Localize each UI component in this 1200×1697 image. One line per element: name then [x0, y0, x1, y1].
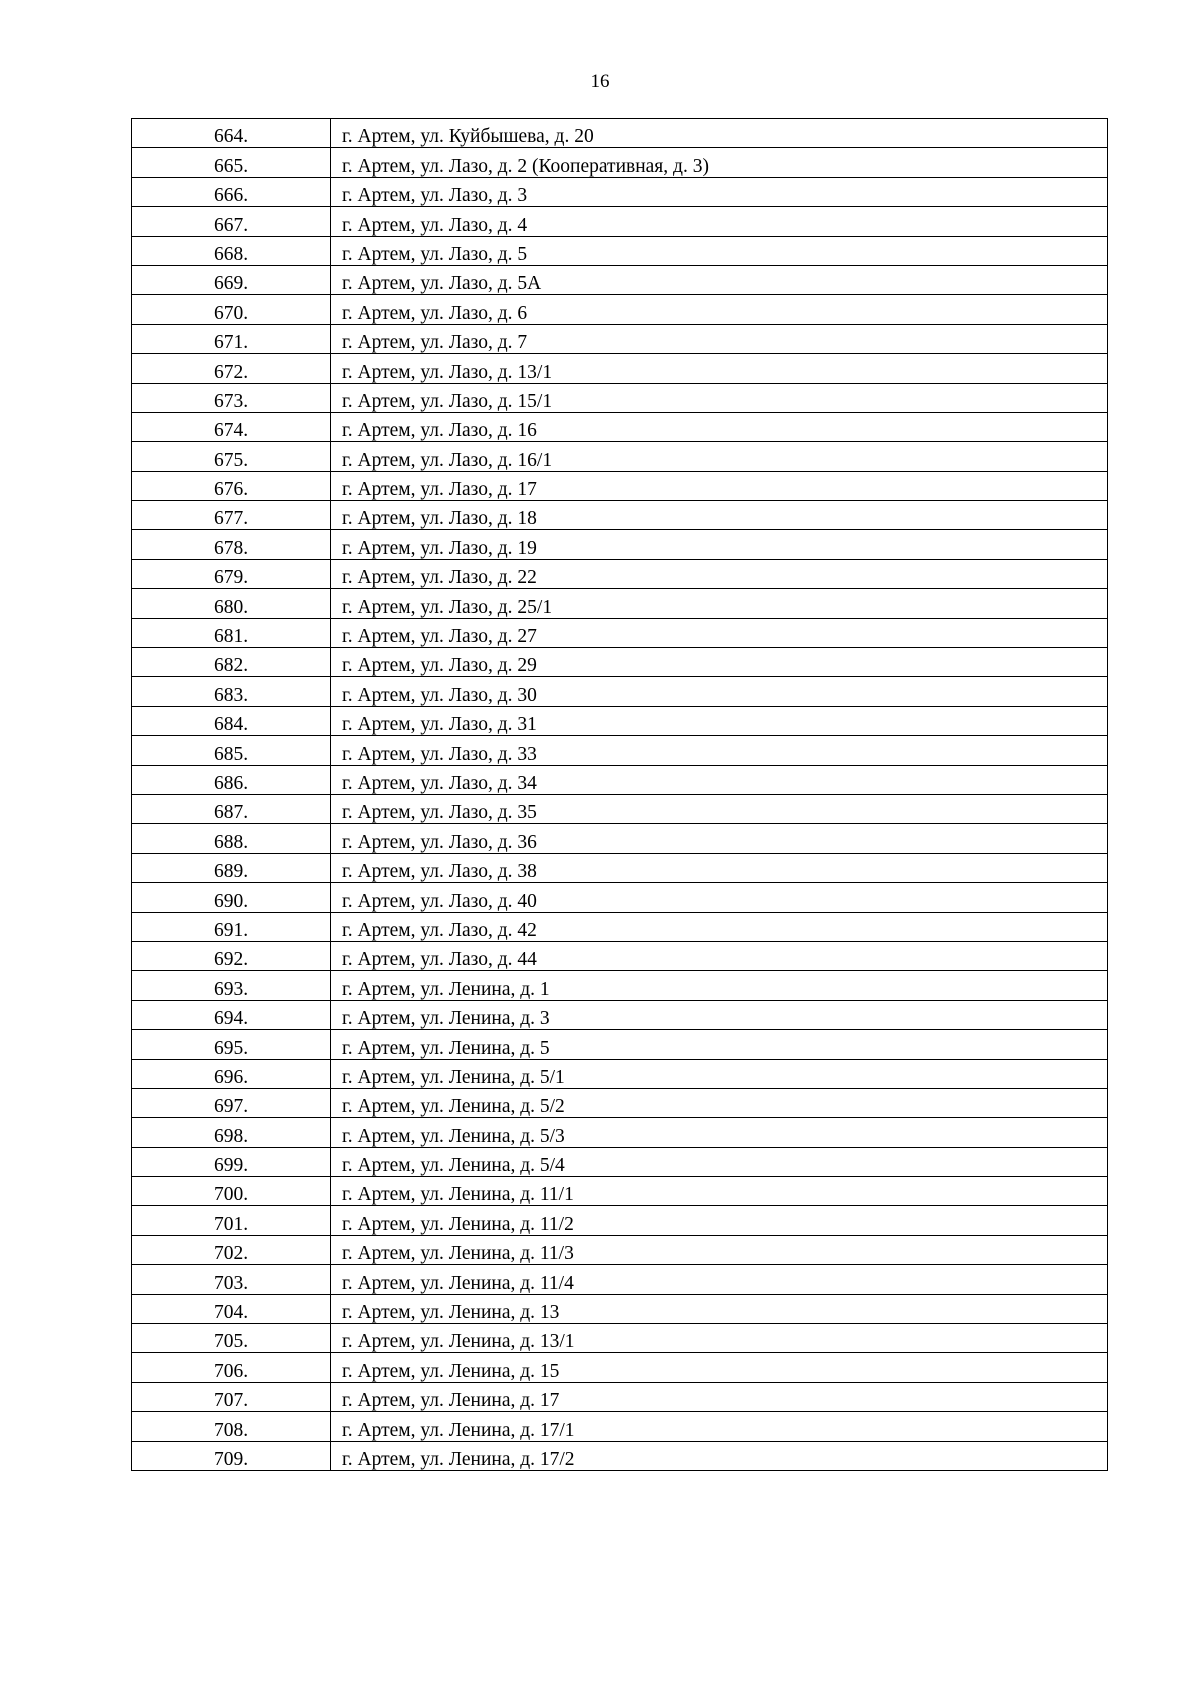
row-number-cell: 675. [132, 442, 331, 471]
table-row [132, 1324, 1108, 1353]
row-number-cell: 699. [132, 1147, 331, 1176]
address-cell: г. Артем, ул. Лазо, д. 22 [331, 559, 1108, 588]
address-cell: г. Артем, ул. Лазо, д. 34 [331, 765, 1108, 794]
row-number-cell: 673. [132, 383, 331, 412]
table-row [132, 1059, 1108, 1088]
address-cell: г. Артем, ул. Лазо, д. 15/1 [331, 383, 1108, 412]
table-row [132, 236, 1108, 265]
row-number-cell: 693. [132, 971, 331, 1000]
address-cell: г. Артем, ул. Лазо, д. 27 [331, 618, 1108, 647]
row-number-cell: 689. [132, 853, 331, 882]
address-cell: г. Артем, ул. Лазо, д. 2 (Кооперативная, д. 3) [331, 148, 1108, 177]
row-number-cell: 704. [132, 1294, 331, 1323]
row-number-cell: 687. [132, 794, 331, 823]
table-row [132, 530, 1108, 559]
row-number-cell: 694. [132, 1000, 331, 1029]
table-row [132, 971, 1108, 1000]
address-cell: г. Артем, ул. Лазо, д. 31 [331, 706, 1108, 735]
address-cell: г. Артем, ул. Ленина, д. 3 [331, 1000, 1108, 1029]
address-cell: г. Артем, ул. Лазо, д. 42 [331, 912, 1108, 941]
address-cell: г. Артем, ул. Лазо, д. 19 [331, 530, 1108, 559]
page-number: 16 [590, 71, 610, 92]
row-number-cell: 682. [132, 648, 331, 677]
address-cell: г. Артем, ул. Лазо, д. 44 [331, 941, 1108, 970]
row-number-cell: 691. [132, 912, 331, 941]
table-row [132, 1030, 1108, 1059]
table-row [132, 324, 1108, 353]
row-number-cell: 671. [132, 324, 331, 353]
table-row [132, 1412, 1108, 1441]
row-number-cell: 680. [132, 589, 331, 618]
row-number-cell: 690. [132, 883, 331, 912]
table-row [132, 765, 1108, 794]
table-row [132, 824, 1108, 853]
address-cell: г. Артем, ул. Лазо, д. 5А [331, 265, 1108, 294]
table-row [132, 1441, 1108, 1470]
row-number-cell: 665. [132, 148, 331, 177]
row-number-cell: 666. [132, 177, 331, 206]
row-number-cell: 678. [132, 530, 331, 559]
address-cell: г. Артем, ул. Ленина, д. 13/1 [331, 1324, 1108, 1353]
table-row [132, 354, 1108, 383]
row-number-cell: 684. [132, 706, 331, 735]
row-number-cell: 696. [132, 1059, 331, 1088]
table-row [132, 1177, 1108, 1206]
address-cell: г. Артем, ул. Ленина, д. 17 [331, 1382, 1108, 1411]
row-number-cell: 706. [132, 1353, 331, 1382]
address-cell: г. Артем, ул. Ленина, д. 11/4 [331, 1265, 1108, 1294]
table-row [132, 442, 1108, 471]
table-row [132, 148, 1108, 177]
row-number-cell: 702. [132, 1235, 331, 1264]
address-cell: г. Артем, ул. Ленина, д. 11/2 [331, 1206, 1108, 1235]
address-cell: г. Артем, ул. Ленина, д. 5/2 [331, 1088, 1108, 1117]
address-cell: г. Артем, ул. Ленина, д. 13 [331, 1294, 1108, 1323]
table-row [132, 1118, 1108, 1147]
row-number-cell: 668. [132, 236, 331, 265]
table-row [132, 119, 1108, 148]
table-row [132, 648, 1108, 677]
row-number-cell: 664. [132, 119, 331, 148]
row-number-cell: 685. [132, 736, 331, 765]
address-cell: г. Артем, ул. Ленина, д. 15 [331, 1353, 1108, 1382]
table-row [132, 1088, 1108, 1117]
table-row [132, 677, 1108, 706]
table-row [132, 883, 1108, 912]
row-number-cell: 681. [132, 618, 331, 647]
row-number-cell: 667. [132, 207, 331, 236]
table-row [132, 853, 1108, 882]
row-number-cell: 695. [132, 1030, 331, 1059]
row-number-cell: 672. [132, 354, 331, 383]
table-row [132, 1206, 1108, 1235]
table-row [132, 736, 1108, 765]
address-cell: г. Артем, ул. Лазо, д. 40 [331, 883, 1108, 912]
row-number-cell: 670. [132, 295, 331, 324]
row-number-cell: 703. [132, 1265, 331, 1294]
address-cell: г. Артем, ул. Лазо, д. 6 [331, 295, 1108, 324]
address-cell: г. Артем, ул. Лазо, д. 16/1 [331, 442, 1108, 471]
address-cell: г. Артем, ул. Лазо, д. 17 [331, 471, 1108, 500]
address-cell: г. Артем, ул. Лазо, д. 16 [331, 412, 1108, 441]
row-number-cell: 708. [132, 1412, 331, 1441]
row-number-cell: 679. [132, 559, 331, 588]
address-cell: г. Артем, ул. Лазо, д. 3 [331, 177, 1108, 206]
table-row [132, 618, 1108, 647]
row-number-cell: 705. [132, 1324, 331, 1353]
address-cell: г. Артем, ул. Ленина, д. 11/3 [331, 1235, 1108, 1264]
address-cell: г. Артем, ул. Ленина, д. 17/2 [331, 1441, 1108, 1470]
row-number-cell: 707. [132, 1382, 331, 1411]
address-cell: г. Артем, ул. Лазо, д. 4 [331, 207, 1108, 236]
table-row [132, 295, 1108, 324]
table-row [132, 207, 1108, 236]
table-row [132, 1265, 1108, 1294]
table-row [132, 1235, 1108, 1264]
table-row [132, 1294, 1108, 1323]
address-cell: г. Артем, ул. Лазо, д. 30 [331, 677, 1108, 706]
row-number-cell: 676. [132, 471, 331, 500]
address-cell: г. Артем, ул. Лазо, д. 13/1 [331, 354, 1108, 383]
row-number-cell: 674. [132, 412, 331, 441]
row-number-cell: 688. [132, 824, 331, 853]
table-row [132, 501, 1108, 530]
table-row [132, 471, 1108, 500]
table-row [132, 559, 1108, 588]
table-row [132, 1353, 1108, 1382]
table-row [132, 412, 1108, 441]
table-row [132, 383, 1108, 412]
table-row [132, 589, 1108, 618]
table-row [132, 794, 1108, 823]
address-cell: г. Артем, ул. Лазо, д. 29 [331, 648, 1108, 677]
row-number-cell: 669. [132, 265, 331, 294]
address-cell: г. Артем, ул. Ленина, д. 5/1 [331, 1059, 1108, 1088]
address-cell: г. Артем, ул. Лазо, д. 36 [331, 824, 1108, 853]
table-row [132, 1147, 1108, 1176]
table-row [132, 177, 1108, 206]
address-cell: г. Артем, ул. Лазо, д. 25/1 [331, 589, 1108, 618]
table-row [132, 265, 1108, 294]
address-table [131, 118, 1108, 1471]
address-cell: г. Артем, ул. Лазо, д. 18 [331, 501, 1108, 530]
row-number-cell: 709. [132, 1441, 331, 1470]
row-number-cell: 677. [132, 501, 331, 530]
row-number-cell: 683. [132, 677, 331, 706]
table-row [132, 1000, 1108, 1029]
row-number-cell: 697. [132, 1088, 331, 1117]
address-cell: г. Артем, ул. Лазо, д. 7 [331, 324, 1108, 353]
row-number-cell: 698. [132, 1118, 331, 1147]
table-row [132, 706, 1108, 735]
address-cell: г. Артем, ул. Лазо, д. 38 [331, 853, 1108, 882]
address-cell: г. Артем, ул. Ленина, д. 1 [331, 971, 1108, 1000]
address-cell: г. Артем, ул. Лазо, д. 35 [331, 794, 1108, 823]
address-cell: г. Артем, ул. Лазо, д. 33 [331, 736, 1108, 765]
address-cell: г. Артем, ул. Ленина, д. 5/4 [331, 1147, 1108, 1176]
address-cell: г. Артем, ул. Ленина, д. 17/1 [331, 1412, 1108, 1441]
address-table-body [132, 119, 1108, 1471]
address-cell: г. Артем, ул. Лазо, д. 5 [331, 236, 1108, 265]
table-row [132, 912, 1108, 941]
table-row [132, 941, 1108, 970]
row-number-cell: 686. [132, 765, 331, 794]
row-number-cell: 692. [132, 941, 331, 970]
address-cell: г. Артем, ул. Ленина, д. 11/1 [331, 1177, 1108, 1206]
table-row [132, 1382, 1108, 1411]
address-cell: г. Артем, ул. Ленина, д. 5/3 [331, 1118, 1108, 1147]
address-cell: г. Артем, ул. Куйбышева, д. 20 [331, 119, 1108, 148]
address-cell: г. Артем, ул. Ленина, д. 5 [331, 1030, 1108, 1059]
row-number-cell: 700. [132, 1177, 331, 1206]
row-number-cell: 701. [132, 1206, 331, 1235]
